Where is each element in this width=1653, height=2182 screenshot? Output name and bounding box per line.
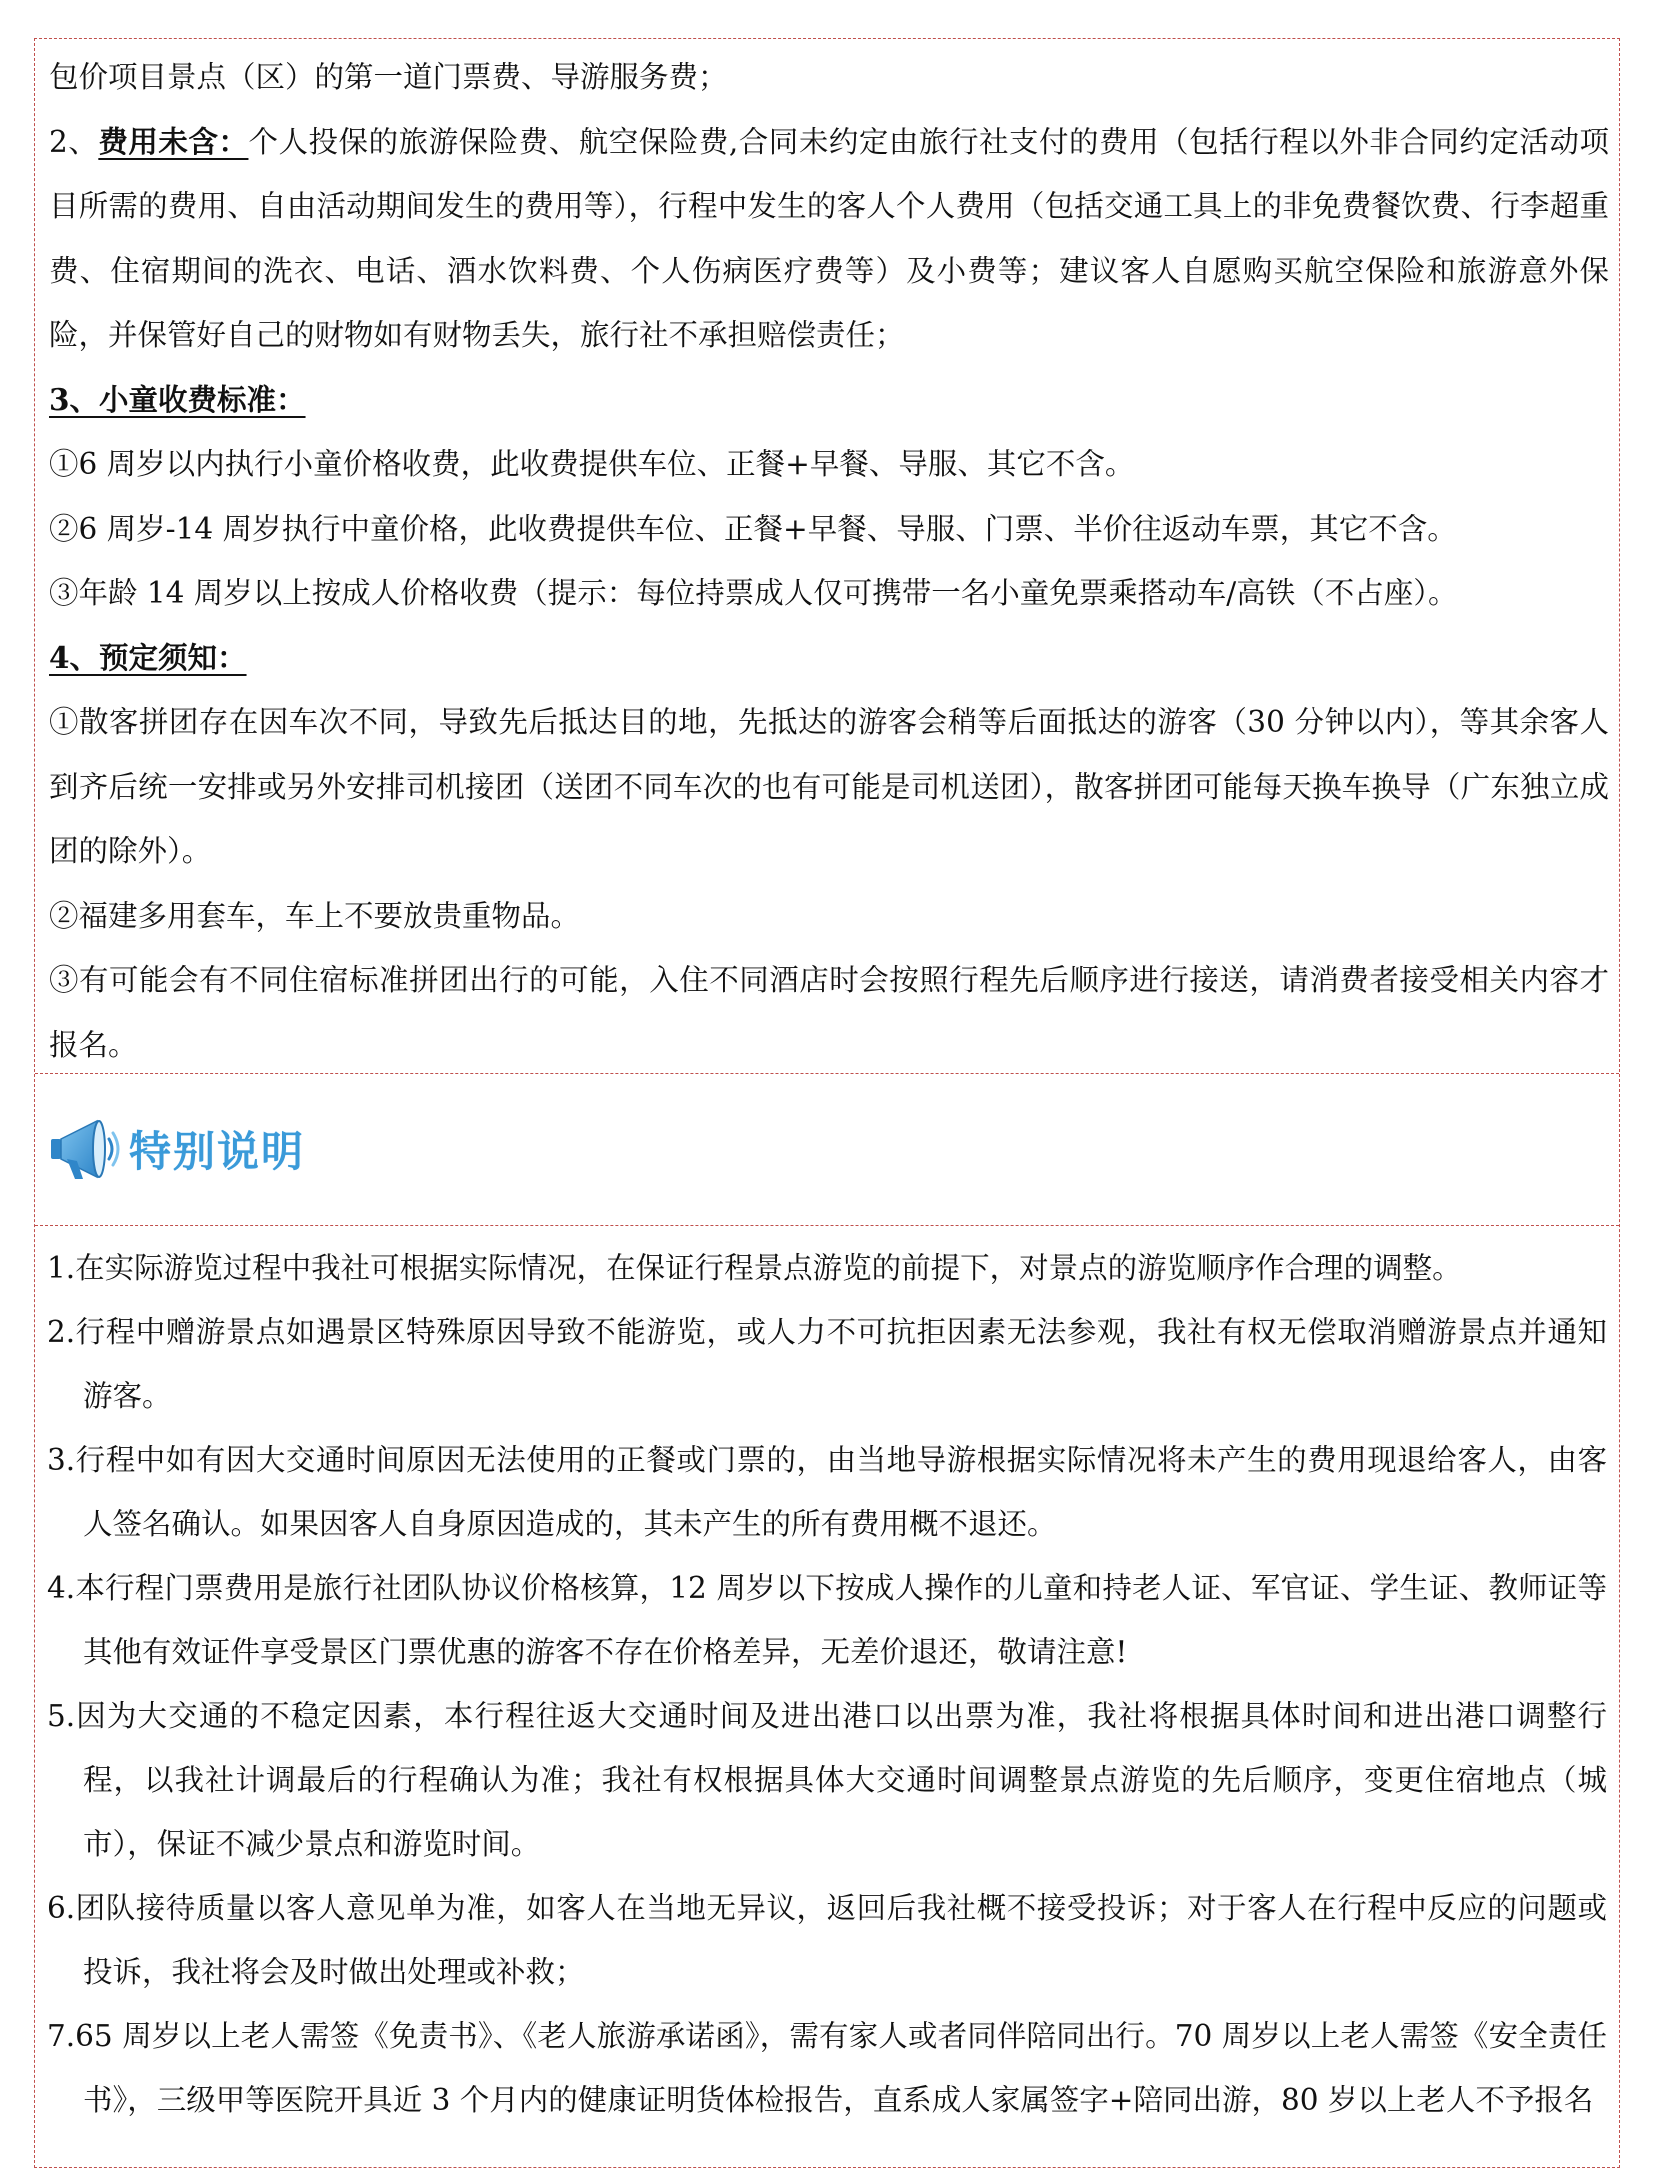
special-notes-title: 特别说明 (129, 1127, 306, 1176)
content-frame (34, 38, 1620, 2168)
special-notes-body (35, 1226, 1619, 2167)
fee-exclusions-label: 费用未含： (98, 123, 249, 159)
booking-notice-line: ②福建多用套车，车上不要放贵重物品。 (49, 898, 581, 933)
fee-exclusions: 2、费用未含：个人投保的旅游保险费、航空保险费,合同未约定由旅行社支付的费用（包括行程以外非合同约定活动项目所需的费用、自由活动期间发生的费用等），行程中发生的客人个人费用（包括交通工具上的非免费餐饮费、行李超重费、住宿期间的洗衣、电话、酒水饮料费、个人伤病医疗费等）及小费等；建议客人自愿购买航空保险和旅游意外保险，并保管好自己的财物如有财物丢失，旅行社不承担赔偿责任； (49, 123, 1609, 352)
fee-line: 包价项目景点（区）的第一道门票费、导游服务费； (49, 60, 728, 94)
special-notes-list (47, 1236, 1607, 2132)
list-item: 5.因为大交通的不稳定因素，本行程往返大交通时间及进出港口以出票为准，我社将根据具体时间和进出港口调整行程，以我社计调最后的行程确认为准；我社有权根据具体大交通时间调整景点游览的先后顺序，变更住宿地点（城市），保证不减少景点和游览时间。 (47, 1699, 1607, 1861)
list-item: 1.在实际游览过程中我社可根据实际情况，在保证行程景点游览的前提下，对景点的游览顺序作合理的调整。 (47, 1251, 1462, 1285)
list-item: 2.行程中赠游景点如遇景区特殊原因导致不能游览，或人力不可抗拒因素无法参观，我社有权无偿取消赠游景点并通知游客。 (47, 1315, 1607, 1413)
list-item: 6.团队接待质量以客人意见单为准，如客人在当地无异议，返回后我社概不接受投诉；对于客人在行程中反应的问题或投诉，我社将会及时做出处理或补救； (47, 1891, 1607, 1989)
child-fee-line: ③年龄 14 周岁以上按成人价格收费（提示：每位持票成人仅可携带一名小童免票乘搭动车/高铁（不占座）。 (49, 576, 1458, 610)
fee-section (35, 39, 1619, 1074)
child-fee-heading: 3、小童收费标准： (49, 381, 306, 417)
booking-notice-line: ③有可能会有不同住宿标准拼团出行的可能，入住不同酒店时会按照行程先后顺序进行接送，请消费者接受相关内容才报名。 (49, 963, 1609, 1062)
child-fee-line: ①6 周岁以内执行小童价格收费，此收费提供车位、正餐+早餐、导服、其它不含。 (49, 447, 1135, 481)
fee-text (49, 45, 1609, 1077)
section-heading (45, 1104, 305, 1194)
child-fee-line: ②6 周岁-14 周岁执行中童价格，此收费提供车位、正餐+早餐、导服、门票、半价往返动车票，其它不含。 (49, 511, 1457, 546)
list-item: 4.本行程门票费用是旅行社团队协议价格核算，12 周岁以下按成人操作的儿童和持老人证、军官证、学生证、教师证等其他有效证件享受景区门票优惠的游客不存在价格差异，无差价退还，敬请注意! (47, 1571, 1607, 1669)
special-notes-header (35, 1074, 1619, 1226)
booking-notice-line: ①散客拼团存在因车次不同，导致先后抵达目的地，先抵达的游客会稍等后面抵达的游客（30 分钟以内），等其余客人到齐后统一安排或另外安排司机接团（送团不同车次的也有可能是司机送团），散客拼团可能每天换车换导（广东独立成团的除外）。 (49, 705, 1609, 868)
list-item: 3.行程中如有因大交通时间原因无法使用的正餐或门票的，由当地导游根据实际情况将未产生的费用现退给客人，由客人签名确认。如果因客人自身原因造成的，其未产生的所有费用概不退还。 (47, 1443, 1607, 1541)
list-item: 7.65 周岁以上老人需签《免责书》、《老人旅游承诺函》，需有家人或者同伴陪同出行。70 周岁以上老人需签《安全责任书》，三级甲等医院开具近 3 个月内的健康证明货体检报告，直系成人家属签字+陪同出游，80 岁以上老人不予报名 (47, 2019, 1607, 2117)
megaphone-icon (45, 1109, 125, 1189)
booking-notice-heading: 4、预定须知： (49, 639, 247, 675)
